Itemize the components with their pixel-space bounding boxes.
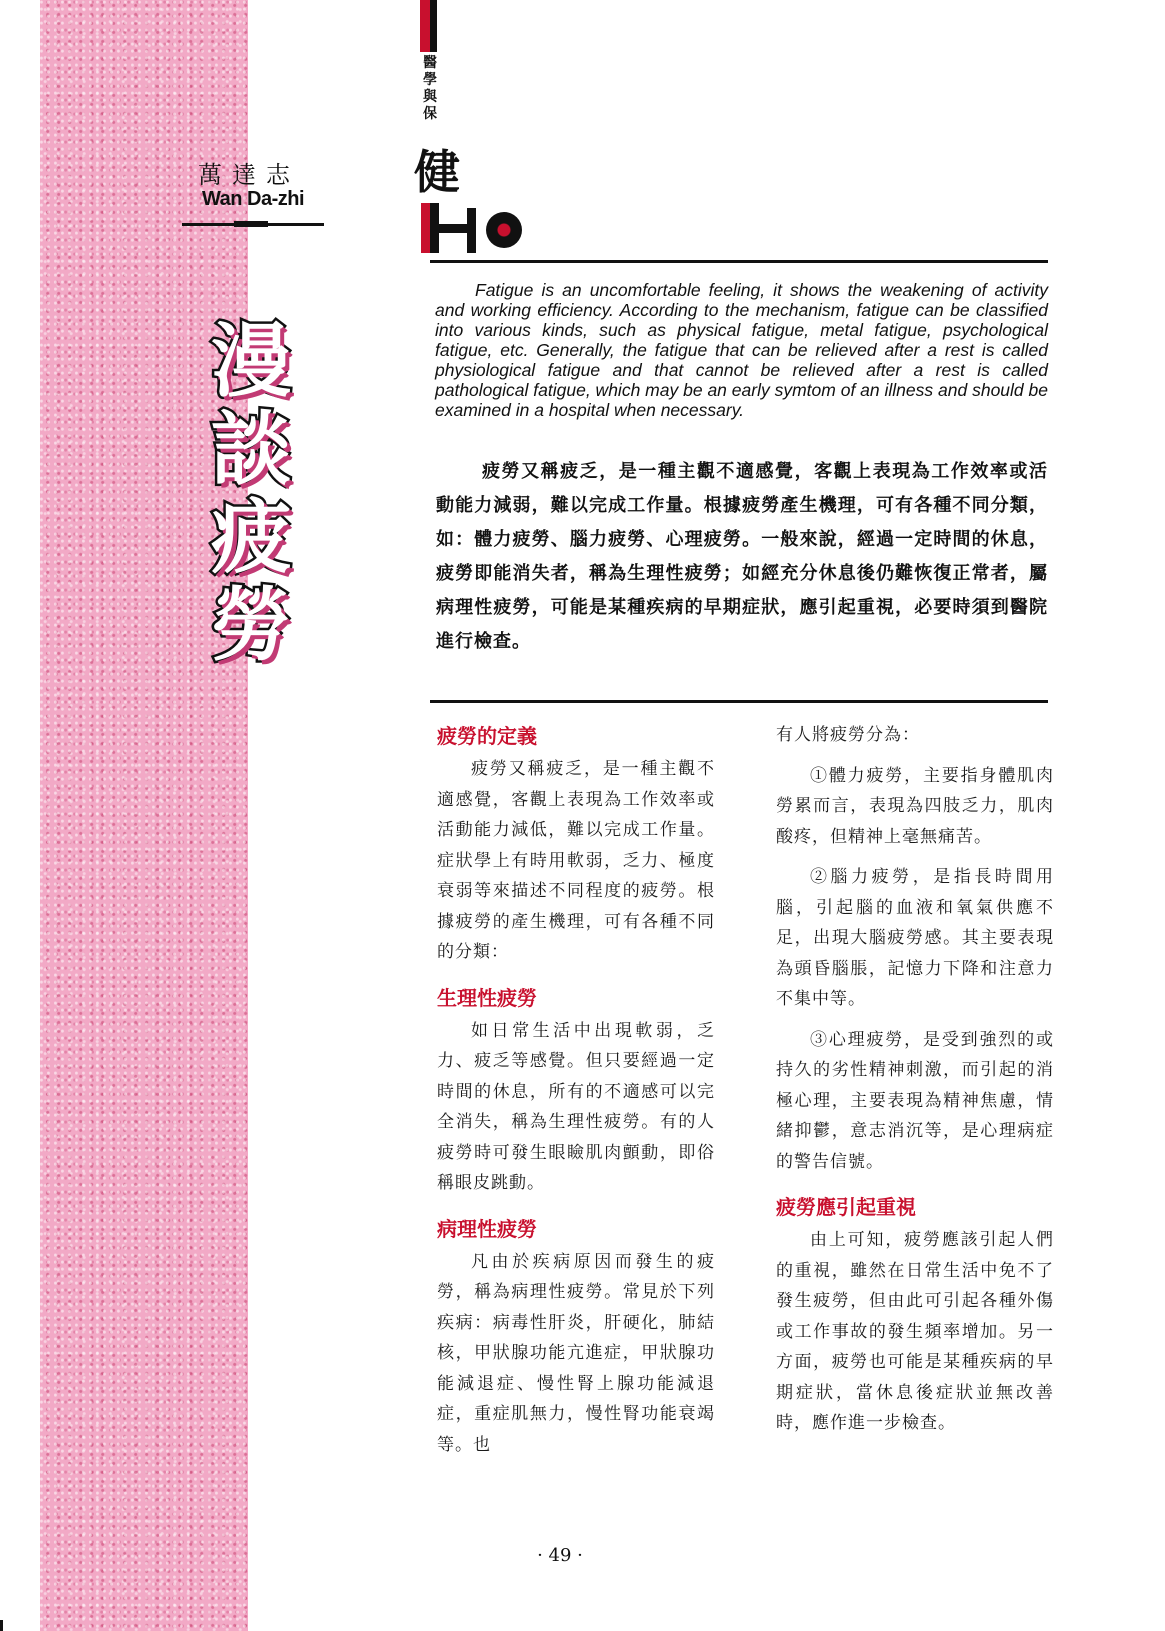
right-column bbox=[776, 720, 1054, 1449]
column-label-big-char: 健 bbox=[414, 145, 460, 199]
scan-corner-mark bbox=[0, 1620, 3, 1631]
title-char: 勞 bbox=[211, 579, 291, 672]
title-char: 疲 bbox=[211, 491, 291, 584]
hc-logo-red-stem bbox=[421, 203, 430, 253]
title-char: 談 bbox=[211, 403, 291, 496]
column-logo-red-bar bbox=[420, 0, 430, 52]
author-underline-accent bbox=[234, 221, 268, 227]
column-label-char: 與 bbox=[423, 89, 437, 105]
left-column bbox=[437, 720, 715, 1470]
section-heading: 疲勞的定義 bbox=[437, 724, 537, 748]
column-label-char: 保 bbox=[423, 106, 437, 122]
hc-logo-right-stem bbox=[467, 208, 476, 253]
paragraph: 由上可知，疲勞應該引起人們的重視，雖然在日常生活中免不了發生疲勞，但由此可引起各種外傷或工作事故的發生頻率增加。另一方面，疲勞也可能是某種疾病的早期症狀，當休息後症狀並無改善時，應作進一步檢查。 bbox=[776, 1230, 1054, 1433]
paragraph: 有人將疲勞分為： bbox=[776, 725, 920, 745]
hc-logo-ring-icon bbox=[486, 212, 522, 248]
header-divider bbox=[430, 260, 1048, 263]
article-title bbox=[206, 315, 296, 672]
paragraph: ①體力疲勞，主要指身體肌肉勞累而言，表現為四肢乏力，肌肉酸疼，但精神上毫無痛苦。 bbox=[776, 765, 1054, 847]
section-heading: 病理性疲勞 bbox=[437, 1216, 537, 1241]
title-char: 漫 bbox=[211, 315, 291, 408]
author-name-chinese: 萬達志 bbox=[198, 161, 300, 189]
body-divider bbox=[430, 700, 1048, 703]
column-label-char: 醫 bbox=[423, 55, 437, 71]
pink-decorative-strip bbox=[40, 0, 248, 1631]
paragraph: ②腦力疲勞，是指長時間用腦，引起腦的血液和氧氣供應不足，出現大腦疲勞感。其主要表現為頭昏腦脹，記憶力下降和注意力不集中等。 bbox=[776, 867, 1054, 1009]
author-name-english: Wan Da-zhi bbox=[202, 188, 305, 210]
section-heading: 生理性疲勞 bbox=[437, 985, 537, 1010]
column-logo-black-bar bbox=[430, 0, 437, 52]
paragraph: 凡由於疾病原因而發生的疲勞，稱為病理性疲勞。常見於下列疾病：病毒性肝炎，肝硬化，肺結核，甲狀腺功能亢進症，甲狀腺功能減退症、慢性腎上腺功能減退症，重症肌無力，慢性腎功能衰竭等。也 bbox=[437, 1251, 715, 1455]
paragraph: ③心理疲勞，是受到強烈的或持久的劣性精神刺激，而引起的消極心理，主要表現為精神焦慮，情緒抑鬱，意志消沉等，是心理病症的警告信號。 bbox=[776, 1029, 1054, 1172]
paragraph: 疲勞又稱疲乏，是一種主觀不適感覺，客觀上表現為工作效率或活動能力減低，難以完成工作量。症狀學上有時用軟弱，乏力、極度衰弱等來描述不同程度的疲勞。根據疲勞的產生機理，可有各種不同的分類： bbox=[437, 759, 715, 962]
english-abstract: Fatigue is an uncomfortable feeling, it shows the weakening of activity and working efficiency. According to the mechanism, fatigue can be classified into various kinds, such as physical fatigue, metal fatigue, psychological fatigue, etc. Generally, the fatigue that can be relieved after a rest is called physiological fatigue and that cannot be relieved after a rest is called pathological fatigue, which may be an early symtom of an illness and should be examined in a hospital when necessary. bbox=[435, 280, 1048, 420]
section-heading: 疲勞應引起重視 bbox=[776, 1195, 916, 1219]
column-label bbox=[420, 55, 440, 123]
column-label-char: 學 bbox=[423, 72, 437, 88]
paragraph: 如日常生活中出現軟弱，乏力、疲乏等感覺。但只要經過一定時間的休息，所有的不適感可以完全消失，稱為生理性疲勞。有的人疲勞時可發生眼瞼肌肉顫動，即俗稱眼皮跳動。 bbox=[437, 1020, 715, 1193]
page-number: · 49 · bbox=[537, 1545, 583, 1566]
chinese-abstract: 疲勞又稱疲乏，是一種主觀不適感覺，客觀上表現為工作效率或活動能力減弱，難以完成工作量。根據疲勞產生機理，可有各種不同分類，如：體力疲勞、腦力疲勞、心理疲勞。一般來說，經過一定時間的休息，疲勞即能消失者，稱為生理性疲勞；如經充分休息後仍難恢復正常者，屬病理性疲勞，可能是某種疾病的早期症狀，應引起重視，必要時須到醫院進行檢查。 bbox=[436, 461, 1048, 652]
